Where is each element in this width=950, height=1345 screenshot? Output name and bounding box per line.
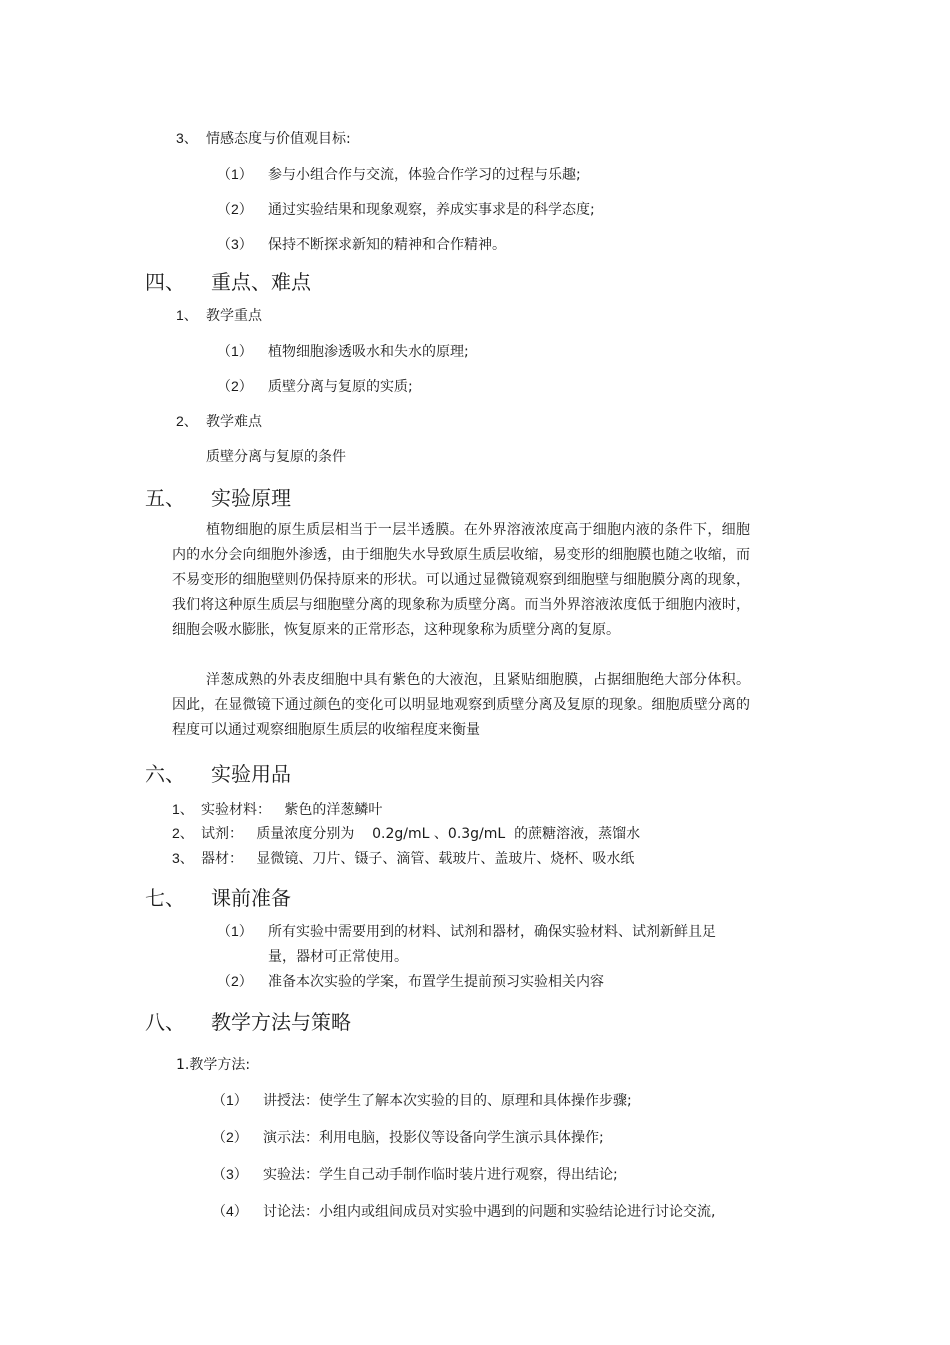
section-number: 四、 [145,270,185,294]
sub-item-text: 植物细胞渗透吸水和失水的原理; [268,344,469,360]
sub-item-text: 通过实验结果和现象观察，养成实事求是的科学态度; [268,202,595,218]
item-heading: 情感态度与价值观目标: [206,131,351,147]
section-number: 五、 [145,486,185,510]
section-title: 重点、难点 [211,270,311,294]
section-title: 实验用品 [211,762,291,786]
item-number: 2、 [172,825,194,841]
sub-item-text-continued: 量，器材可正常使用。 [268,949,408,965]
item-text: 实验材料： 紫色的洋葱鳞叶 [201,802,383,818]
sub-item-number: （1） [217,343,253,359]
item-heading: 教学难点 [206,414,262,430]
section-number: 六、 [145,762,185,786]
sub-item-number: （3） [212,1166,248,1182]
sub-item-text: 讨论法：小组内或组间成员对实验中遇到的问题和实验结论进行讨论交流, [263,1204,716,1220]
principle-paragraph-2: 洋葱成熟的外表皮细胞中具有紫色的大液泡，且紧贴细胞膜，占据细胞绝大部分体积。因此，在显微镜下通过颜色的变化可以明显地观察到质壁分离及复原的现象。细胞质壁分离的程度可以通过观察细胞原生质层的收缩程度来衡量 [172,672,750,738]
sub-item-number: （1） [212,1092,248,1108]
sub-item-number: （2） [217,201,253,217]
section-title: 教学方法与策略 [211,1010,351,1034]
item-number: 1、 [172,801,194,817]
sub-item-number: （2） [217,973,253,989]
sub-item-number: （1） [217,166,253,182]
sub-item-number: （2） [212,1129,248,1145]
section-title: 课前准备 [211,886,291,910]
sub-item-text: 讲授法：使学生了解本次实验的目的、原理和具体操作步骤; [263,1093,632,1109]
item-heading: 教学重点 [206,308,262,324]
section-number: 七、 [145,886,185,910]
principle-paragraph-1: 植物细胞的原生质层相当于一层半透膜。在外界溶液浓度高于细胞内液的条件下，细胞内的水分会向细胞外渗透，由于细胞失水导致原生质层收缩，易变形的细胞膜也随之收缩，而不易变形的细胞壁则仍保持原来的形状。可以通过显微镜观察到细胞壁与细胞膜分离的现象，我们将这种原生质层与细胞壁分离的现象称为质壁分离。而当外界溶液浓度低于细胞内液时，细胞会吸水膨胀，恢复原来的正常形态，这种现象称为质壁分离的复原。 [172,522,750,638]
sub-item-text: 所有实验中需要用到的材料、试剂和器材，确保实验材料、试剂新鲜且足 [268,924,716,940]
item-text: 质壁分离与复原的条件 [206,449,346,465]
item-number: 1、 [176,307,198,323]
section-title: 实验原理 [211,486,291,510]
sub-item-text: 参与小组合作与交流，体验合作学习的过程与乐趣; [268,167,581,183]
sub-item-number: （2） [217,378,253,394]
sub-item-text: 实验法：学生自己动手制作临时装片进行观察，得出结论; [263,1167,618,1183]
sub-item-number: （1） [217,923,253,939]
sub-item-text: 准备本次实验的学案，布置学生提前预习实验相关内容 [268,974,604,990]
item-heading: 1.教学方法: [176,1057,251,1073]
item-number: 3、 [172,850,194,866]
sub-item-text: 质壁分离与复原的实质; [268,379,413,395]
sub-item-number: （3） [217,236,253,252]
section-number: 八、 [145,1010,185,1034]
item-text: 器材： 显微镜、刀片、镊子、滴管、载玻片、盖玻片、烧杯、吸水纸 [201,851,635,867]
item-number: 3、 [176,130,198,146]
item-number: 2、 [176,413,198,429]
sub-item-text: 保持不断探求新知的精神和合作精神。 [268,237,506,253]
sub-item-number: （4） [212,1203,248,1219]
item-text: 试剂： 质量浓度分别为 0.2g/mL 、0.3g/mL 的蔗糖溶液，蒸馏水 [201,826,641,842]
sub-item-text: 演示法：利用电脑，投影仪等设备向学生演示具体操作; [263,1130,604,1146]
